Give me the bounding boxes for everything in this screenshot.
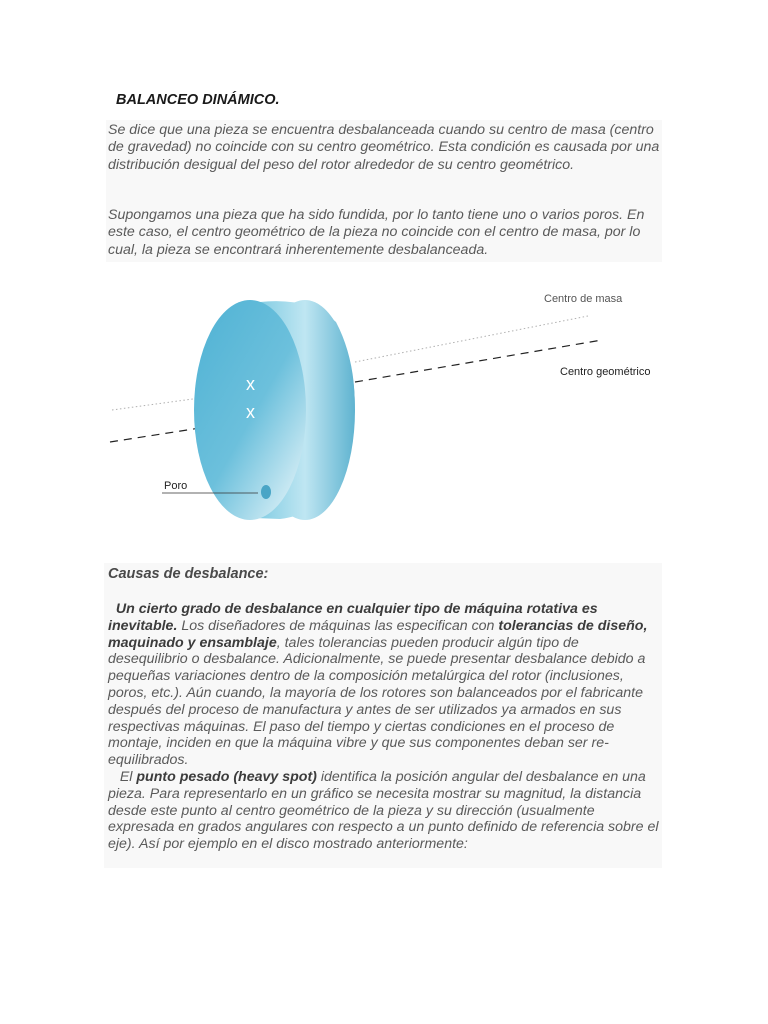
geometric-axis-line-left	[110, 428, 200, 442]
heavy-spot-text-1: El	[119, 768, 137, 785]
section-subtitle: Causas de desbalance:	[108, 566, 269, 582]
pore-icon	[261, 485, 271, 499]
mass-axis-line-right	[355, 316, 588, 362]
heavy-spot-bold: punto pesado (heavy spot)	[136, 768, 317, 785]
causes-text-1: Los diseñadores de máquinas las especifican con	[177, 617, 499, 634]
label-centro-de-masa: Centro de masa	[544, 293, 623, 305]
causes-text-2: , tales tolerancias pueden producir algún tipo de desequilibrio o desbalance. Adicionalmente, se puede presentar desbalance debido a pequeñas variaciones dentro de la composición metalúrgica del rotor (inclusiones, poros, etc.). Aún cuando, la mayoría de los rotores son balanceados por el fabricante después del proceso de manufactura y antes de ser utilizados ya armados en sus respectivas máquinas. El paso del tiempo y ciertas condiciones en el proceso de montaje, inciden en que la máquina vibre y que sus componentes deban ser re-equilibrados.	[108, 634, 646, 769]
heavy-spot-text-2: identifica la posición angular del desbalance en una pieza. Para representarlo en un gráfico se necesita mostrar su magnitud, la distancia desde este punto al centro geométrico de la pieza y su dirección (usualmente expresada en grados angulares con respecto a un punto definido de referencia sobre el eje). Así por ejemplo en el disco mostrado anteriormente:	[108, 768, 659, 853]
causes-bold-lead: Un cierto grado de desbalance en cualquier tipo de máquina rotativa es inevitable.	[108, 601, 598, 634]
intro-paragraph-1: Se dice que una pieza se encuentra desbalanceada cuando su centro de masa (centro de gravedad) no coincide con su centro geométrico. Esta condición es causada por una distribución desigual del peso del rotor alrededor de su centro geométrico.	[108, 122, 660, 173]
intro-paragraph-2: Supongamos una pieza que ha sido fundida, por lo tanto tiene uno o varios poros. En este caso, el centro geométrico de la pieza no coincide con el centro de masa, por lo cual, la pieza se encontrará inherentemente desbalanceada.	[108, 207, 645, 258]
page-title: BALANCEO DINÁMICO.	[116, 92, 280, 108]
causes-body	[108, 601, 660, 853]
label-centro-geometrico: Centro geométrico	[560, 366, 651, 378]
label-poro: Poro	[164, 480, 188, 492]
mass-axis-line-left	[112, 398, 200, 410]
causes-bold-tolerances: tolerancias de diseño, maquinado y ensamblaje	[108, 617, 648, 651]
unbalance-diagram	[100, 282, 670, 537]
geometric-center-mark: x	[246, 402, 255, 422]
mass-center-mark: x	[246, 374, 255, 394]
